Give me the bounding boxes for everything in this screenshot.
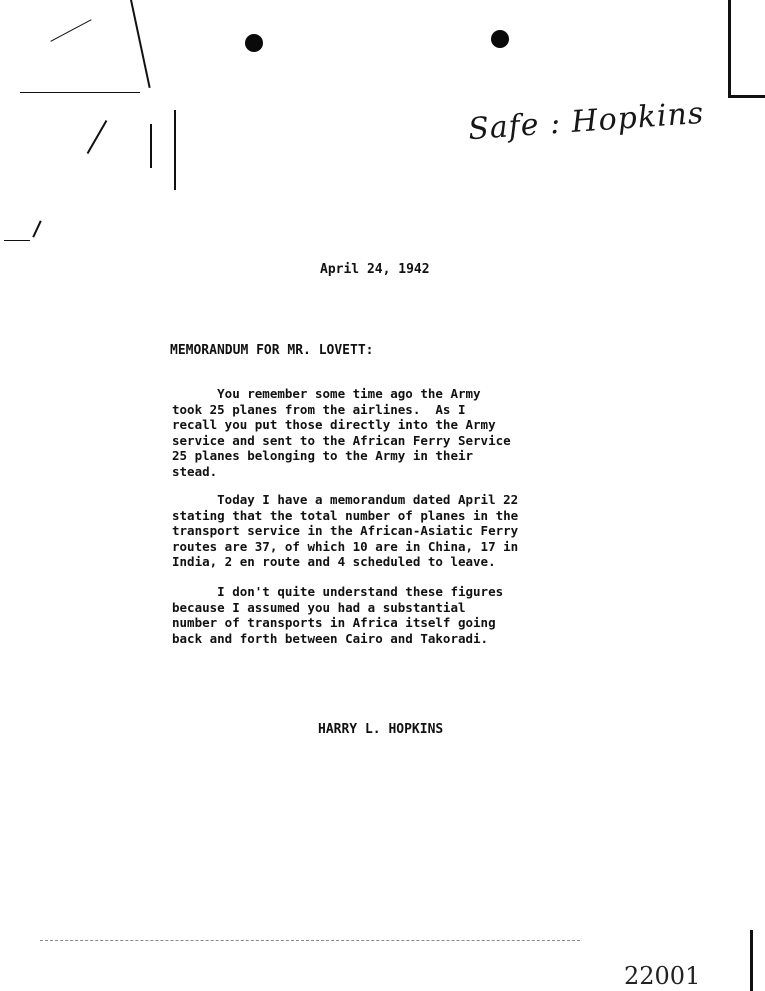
memo-paragraph-2 (172, 492, 532, 570)
punch-hole (245, 34, 263, 52)
scan-mark-dash (4, 240, 30, 241)
scan-mark-slash (87, 120, 108, 154)
scan-edge-shadow (750, 930, 765, 991)
memo-paragraph-3 (172, 584, 532, 646)
memo-title: MEMORANDUM FOR MR. LOVETT: (170, 343, 374, 358)
paragraph-line: because I assumed you had a substantial (172, 599, 466, 615)
scan-mark-vertical-line (130, 0, 151, 88)
paragraph-line: India, 2 en route and 4 scheduled to leave. (172, 554, 496, 570)
scan-mark-horizontal-line (20, 92, 140, 93)
signature-name: HARRY L. HOPKINS (318, 722, 444, 737)
scan-mark-tick (174, 110, 176, 190)
memo-date: April 24, 1942 (320, 262, 430, 277)
scan-mark-curve (32, 220, 41, 237)
scan-speckle-line (40, 940, 580, 941)
scan-mark-tick (150, 124, 152, 168)
paragraph-line: Today I have a memorandum dated April 22 (172, 492, 519, 507)
paragraph-line: stead. (172, 463, 218, 479)
paragraph-line: took 25 planes from the airlines. As I (172, 401, 466, 417)
paragraph-line: service and sent to the African Ferry Service (172, 432, 511, 448)
paragraph-line: routes are 37, of which 10 are in China, 17 in (172, 538, 519, 554)
paragraph-line: stating that the total number of planes in the (172, 507, 519, 523)
paragraph-line: recall you put those directly into the Army (172, 417, 496, 433)
archive-page-number: 22001 (624, 962, 701, 990)
paragraph-line: I don't quite understand these figures (172, 584, 504, 599)
memo-paragraph-1 (172, 386, 532, 480)
paragraph-line: back and forth between Cairo and Takoradi. (172, 630, 489, 646)
scan-edge-shadow (728, 0, 765, 98)
paragraph-line: number of transports in Africa itself going (172, 615, 496, 631)
paragraph-line: transport service in the African-Asiatic Ferry (172, 523, 519, 539)
scan-mark-stroke (50, 19, 91, 41)
paragraph-line: 25 planes belonging to the Army in their (172, 448, 474, 464)
handwritten-annotation: Safe : Hopkins (467, 95, 706, 148)
punch-hole (491, 30, 509, 48)
paragraph-line: You remember some time ago the Army (172, 386, 481, 401)
